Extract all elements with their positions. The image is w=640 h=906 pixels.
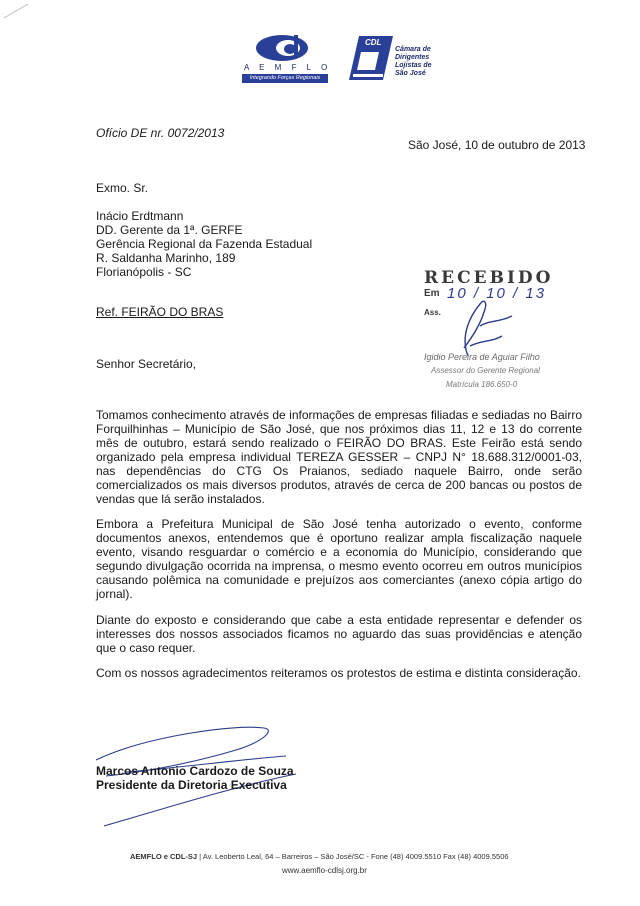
received-stamp-role: Assessor do Gerente Regional (431, 366, 540, 375)
received-stamp-name: Igidio Pereira de Aguiar Filho (424, 352, 540, 362)
salutation: Exmo. Sr. (96, 181, 149, 195)
footer-website-link[interactable]: www.aemflo-cdlsj.org.br (282, 866, 367, 875)
footer-address-text: | Av. Leoberto Leal, 64 – Barreiros – São José/SC - Fone (48) 4009.5510 Fax (48) 4009.5506 (197, 852, 509, 861)
body-paragraph: Tomamos conhecimento através de informações de empresas filiadas e sediadas no Bairro Forquilhinhas – Município de São José, que nos próximos dias 11, 12 e 13 do corrente mês de outubro, estará sendo realizado o FEIRÃO DO BRAS. Este Feirão está sendo organizado pela empresa individual TEREZA GESSER – CNPJ N° 18.688.312/0001-03, nas dependências do CTG Os Praianos, sediado naquele Bairro, onde serão comercializados os mais diversos produtos, através de cerca de 200 bancas ou postos de vendas que lá serão instalados. (96, 408, 582, 506)
aemflo-logo (228, 30, 336, 86)
recipient-line: DD. Gerente da 1ª. GERFE (96, 223, 243, 237)
body-paragraph: Embora a Prefeitura Municipal de São José tenha autorizado o evento, conforme documentos anexos, entendemos que é oportuno realizar ampla fiscalização naquele evento, visando resguardar o comércio e a economia do Município, considerando que segundo divulgação ocorrida na imprensa, o mesmo evento ocorreu em outros municípios causando polêmica na comunidade e prejuízos aos comerciantes (anexo cópia artigo do jornal). (96, 517, 582, 601)
body-paragraph: Com os nossos agradecimentos reiteramos os protestos de estima e distinta consideração. (96, 666, 581, 680)
received-stamp-by-label: Ass. (424, 308, 441, 317)
footer-org: AEMFLO e CDL-SJ (130, 852, 198, 861)
received-stamp-registration: Matrícula 186.650-0 (446, 380, 518, 389)
corner-scan-mark (0, 0, 40, 24)
received-stamp-date-label: Em (424, 288, 440, 299)
body-paragraph: Diante do exposto e considerando que cabe a esta entidade representar e defender os interesses dos nossos associados ficamos no aguardo das suas providências e atenção que o caso requer. (96, 613, 582, 655)
recipient-line: Gerência Regional da Fazenda Estadual (96, 237, 313, 251)
signature-name: Marcos Antonio Cardozo de Souza (96, 764, 294, 778)
cdl-name-line: Dirigentes (395, 54, 430, 61)
recipient-line: R. Saldanha Marinho, 189 (96, 251, 236, 265)
cdl-abbr: CDL (365, 38, 382, 47)
footer-address (130, 852, 509, 861)
recipient-line: Inácio Erdtmann (96, 209, 184, 223)
stamp-signature-scribble (440, 296, 520, 360)
recipient-block (96, 209, 312, 279)
cdl-logo (345, 36, 433, 84)
signature-role: Presidente da Diretoria Executiva (96, 778, 287, 792)
received-stamp-title: RECEBIDO (424, 268, 554, 288)
aemflo-wordmark: A E M F L O (244, 63, 332, 72)
cdl-name-line: São José (395, 70, 426, 77)
greeting: Senhor Secretário, (96, 357, 197, 371)
cdl-name-line: Lojistas de (395, 62, 432, 69)
subject-line: Ref. FEIRÃO DO BRAS (96, 305, 224, 319)
cdl-name-line: Câmara de (395, 46, 431, 53)
aemflo-tagline: Integrando Forças Regionais (242, 74, 328, 83)
recipient-line: Florianópolis - SC (96, 265, 192, 279)
place-date: São José, 10 de outubro de 2013 (408, 138, 586, 152)
received-stamp-date: 10 / 10 / 13 (447, 285, 547, 302)
reference-number: Ofício DE nr. 0072/2013 (96, 126, 225, 140)
